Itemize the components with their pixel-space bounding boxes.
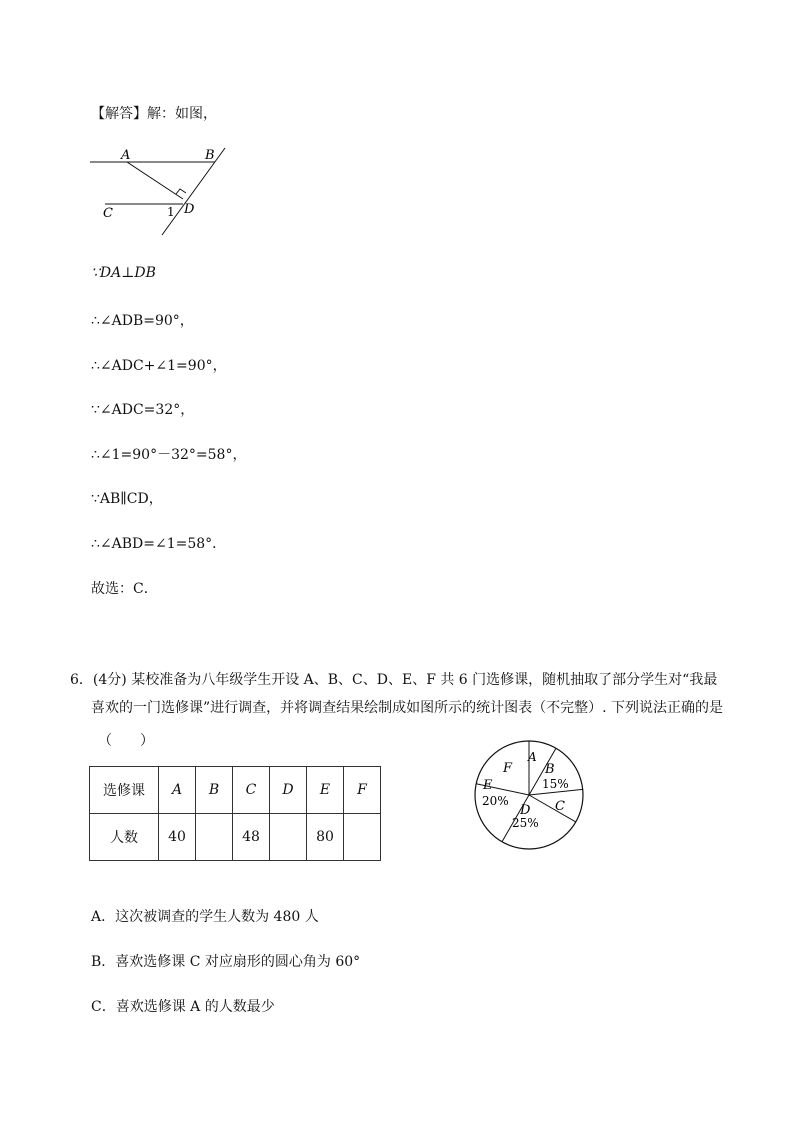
pie-label-d: D (520, 803, 531, 818)
step-3: ∴∠ADC+∠1=90°， (91, 358, 227, 374)
pie-percent-d: 25% (512, 816, 539, 830)
step-5: ∴∠1=90°－32°=58°， (91, 447, 247, 463)
question-6-stem (70, 666, 730, 722)
course-table (89, 766, 381, 861)
step-4: ∵∠ADC=32°， (91, 402, 195, 418)
line-ad (127, 162, 183, 199)
step-1: ∵DA⊥DB (91, 265, 156, 281)
question-6-line-1: 6．(4分) 某校准备为八年级学生开设 A、B、C、D、E、F 共 6 门选修课，随机抽取了部分学生对“我最 (70, 672, 718, 688)
choice-c: C．喜欢选修课 A 的人数最少 (91, 999, 275, 1015)
pie-label-e: E (483, 778, 493, 793)
table-cell: A (159, 767, 196, 814)
label-c: C (103, 206, 113, 221)
table-cell: E (307, 767, 344, 814)
table-cell: F (344, 767, 381, 814)
right-angle-mark (176, 189, 186, 194)
table-cell (196, 814, 233, 861)
table-row (90, 767, 381, 814)
pie-label-f: F (503, 761, 513, 776)
label-b: B (205, 148, 215, 163)
label-a: A (121, 148, 131, 163)
geometry-figure (85, 143, 235, 238)
pie-label-a: A (528, 750, 537, 764)
pie-percent-b: 15% (542, 777, 569, 791)
table-cell (270, 814, 307, 861)
label-d: D (184, 202, 195, 217)
pie-label-b: B (545, 762, 555, 777)
table-cell: 80 (307, 814, 344, 861)
table-cell: 40 (159, 814, 196, 861)
pie-label-c: C (555, 799, 565, 814)
table-cell (344, 814, 381, 861)
answer-heading: 【解答】解：如图， (91, 106, 217, 122)
choice-a: A．这次被调查的学生人数为 480 人 (91, 909, 319, 925)
pie-chart (470, 736, 590, 856)
label-angle-1: 1 (167, 205, 175, 219)
answer-parentheses: （ ） (98, 733, 154, 749)
table-cell: 48 (233, 814, 270, 861)
table-cell: B (196, 767, 233, 814)
step-2: ∴∠ADB=90°， (91, 313, 194, 329)
table-header-count: 人数 (90, 814, 159, 861)
question-6-line-2: 喜欢的一门选修课”进行调查，并将调查结果绘制成如图所示的统计图表（不完整）. 下列说法正确的是 (91, 700, 724, 716)
choice-b: B．喜欢选修课 C 对应扇形的圆心角为 60° (91, 954, 361, 970)
table-cell: C (233, 767, 270, 814)
step-7: ∴∠ABD=∠1=58°． (91, 536, 227, 552)
table-header-course: 选修课 (90, 767, 159, 814)
table-row (90, 814, 381, 861)
pie-percent-e: 20% (482, 794, 509, 808)
step-8: 故选：C． (91, 581, 158, 597)
step-6: ∵AB∥CD， (91, 491, 163, 507)
table-cell: D (270, 767, 307, 814)
